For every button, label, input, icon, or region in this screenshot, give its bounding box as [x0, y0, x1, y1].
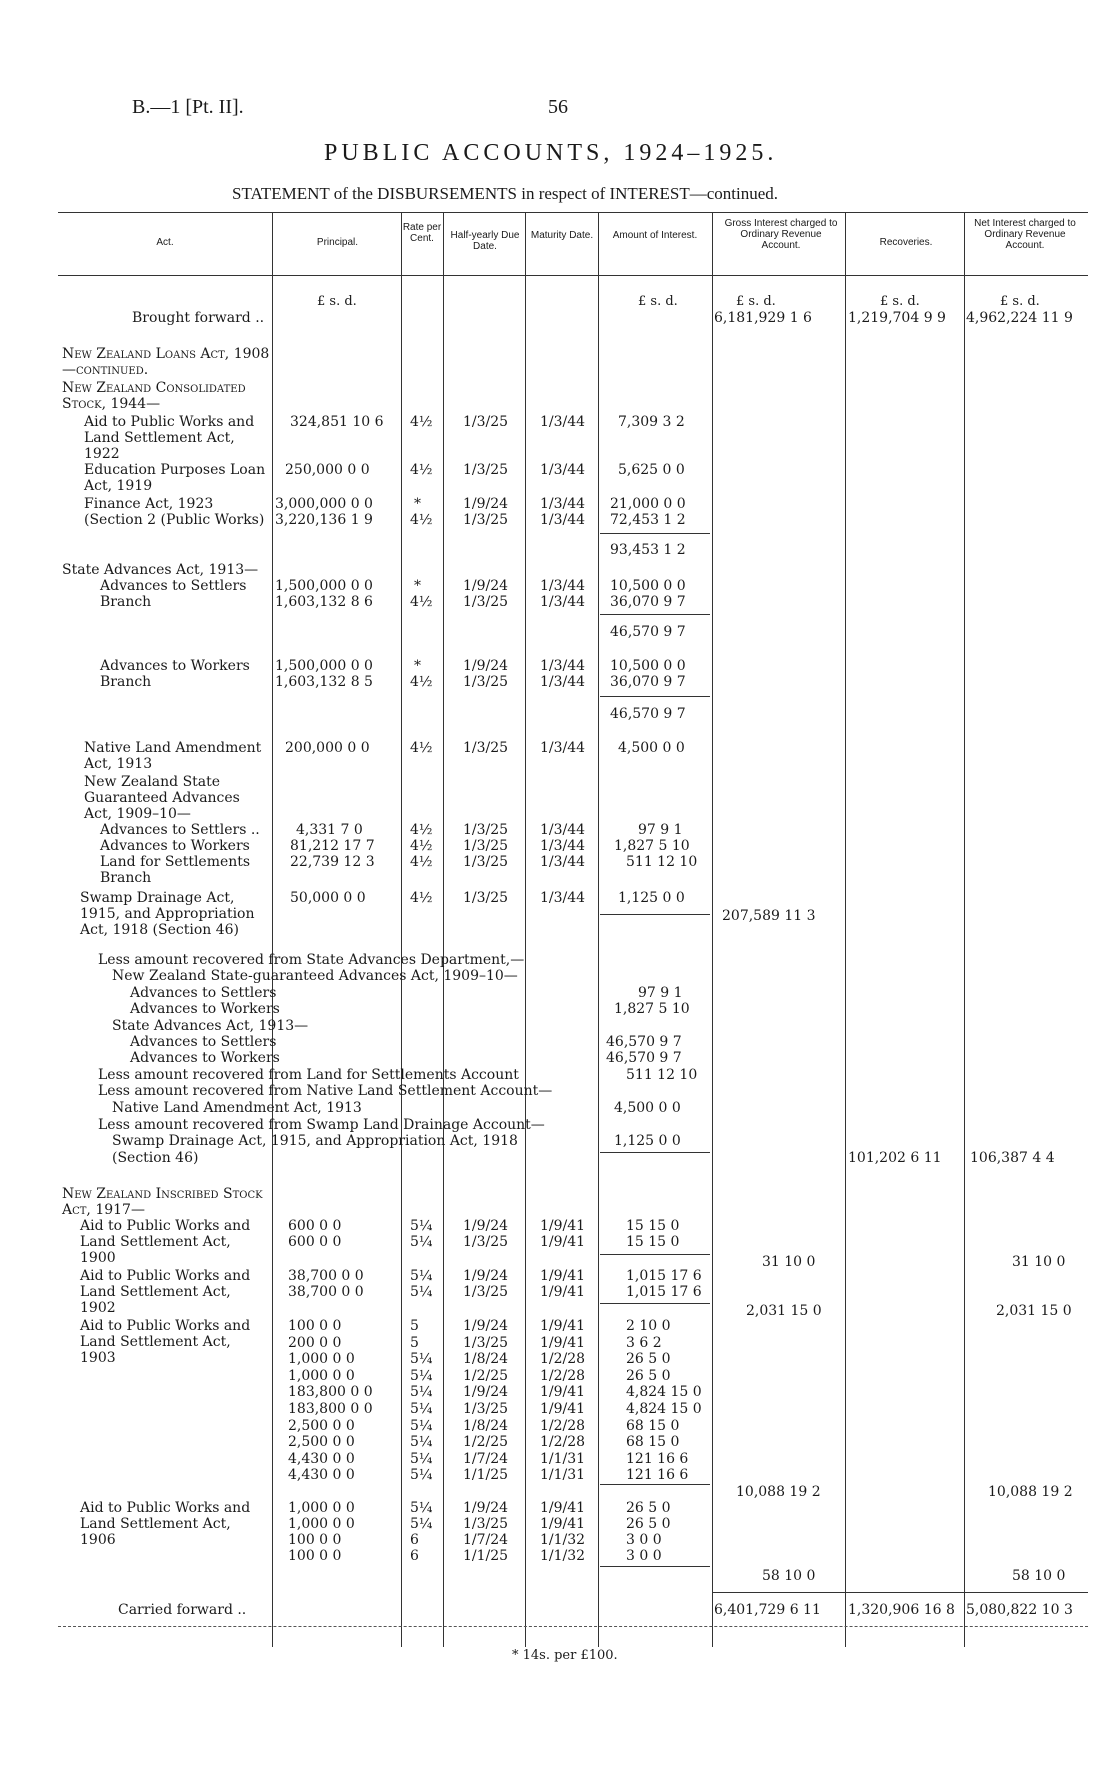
page-number: 56 [548, 96, 568, 118]
due-date-value: 1/3/25 [463, 1516, 509, 1532]
col-header-act: Act. [156, 237, 174, 248]
due-date-value: 1/9/24 [463, 658, 509, 674]
less-amount: 97 9 1 [638, 985, 683, 1001]
principal-value: 3,220,136 1 9 [275, 512, 373, 528]
rate-value: 5¼ [410, 1218, 433, 1234]
col-rule [845, 212, 846, 1647]
rate-value: 5¼ [410, 1417, 433, 1434]
rate-value: 5 [410, 1334, 419, 1351]
due-date-value: 1/9/24 [463, 1500, 509, 1516]
maturity-value: 1/1/32 [540, 1548, 586, 1564]
col-header-principal: Principal. [316, 237, 359, 248]
amount-value: 5,625 0 0 [618, 462, 685, 478]
rate-value: 5¼ [410, 1284, 433, 1300]
net-value: 58 10 0 [1012, 1568, 1066, 1584]
net-value: 2,031 15 0 [996, 1303, 1072, 1319]
amount-value: 1,015 17 6 [626, 1284, 702, 1300]
row-label: Advances to Settlers .. [100, 822, 260, 838]
principal-value: 1,000 0 0 [288, 1351, 355, 1368]
due-date-value: 1/1/25 [463, 1467, 509, 1484]
due-date-value: 1/9/24 [463, 1318, 509, 1334]
due-date-value: 1/3/25 [463, 594, 509, 610]
net-value: 10,088 19 2 [988, 1484, 1073, 1500]
row-label: Native Land Amendment Act, 1913 [84, 740, 262, 772]
row-label: Education Purposes Loan Act, 1919 [84, 462, 266, 494]
subtotal-rule [600, 1152, 710, 1153]
maturity-value: 1/1/32 [540, 1532, 586, 1548]
rate-value: 5¼ [410, 1467, 433, 1484]
maturity-value: 1/9/41 [540, 1218, 586, 1234]
report-reference: B.—1 [Pt. II]. [132, 96, 244, 118]
amount-value: 3 0 0 [626, 1532, 662, 1548]
amount-value: 1,827 5 10 [614, 838, 690, 854]
maturity-value: 1/3/44 [540, 658, 586, 674]
maturity-value: 1/3/44 [540, 740, 586, 756]
maturity-value: 1/9/41 [540, 1318, 586, 1334]
less-text: State Advances Act, 1913— [112, 1018, 309, 1034]
amount-value: 7,309 3 2 [618, 414, 685, 430]
amount-value: 15 15 0 [626, 1234, 680, 1250]
maturity-value: 1/9/41 [540, 1334, 586, 1351]
amount-value: 2 10 0 [626, 1318, 671, 1334]
gross-group-value: 207,589 11 3 [722, 908, 816, 924]
principal-value: 200,000 0 0 [285, 740, 370, 756]
due-date-value: 1/3/25 [463, 1284, 509, 1300]
less-amount: 4,500 0 0 [614, 1100, 681, 1116]
principal-value: 4,331 7 0 [296, 822, 363, 838]
row-label: Finance Act, 1923 (Section 2 (Public Works) [84, 496, 265, 528]
col-header-rate: Rate per Cent. [402, 222, 442, 244]
less-text: Swamp Drainage Act, 1915, and Appropriation Act, 1918 [112, 1133, 518, 1149]
maturity-value: 1/3/44 [540, 822, 586, 838]
due-date-value: 1/9/24 [463, 1384, 509, 1401]
rate-value: 4½ [410, 890, 433, 906]
principal-value: 1,500,000 0 0 [275, 578, 373, 594]
less-text: Native Land Amendment Act, 1913 [112, 1100, 362, 1116]
rate-value: 4½ [410, 512, 433, 528]
col-header-amount: Amount of Interest. [612, 230, 698, 241]
principal-value: 100 0 0 [288, 1532, 342, 1548]
rate-value: 5 [410, 1318, 419, 1334]
subtotal-value: 93,453 1 2 [610, 542, 686, 558]
principal-value: 183,800 0 0 [288, 1401, 373, 1417]
amount-value: 36,070 9 7 [610, 674, 686, 690]
maturity-value: 1/9/41 [540, 1284, 586, 1300]
amount-value: 26 5 0 [626, 1351, 671, 1368]
principal-value: 4,430 0 0 [288, 1467, 355, 1484]
principal-value: 250,000 0 0 [285, 462, 370, 478]
maturity-value: 1/3/44 [540, 578, 586, 594]
due-date-value: 1/9/24 [463, 1268, 509, 1284]
amount-value: 121 16 6 [626, 1450, 689, 1467]
subtotal-rule [600, 1303, 710, 1304]
due-date-value: 1/3/25 [463, 512, 509, 528]
units-net: £ s. d. [1000, 294, 1040, 309]
section-heading: State Advances Act, 1913— [62, 562, 259, 578]
carried-forward-label: Carried forward .. [118, 1602, 247, 1618]
header-top-rule [58, 212, 1088, 213]
amount-value: 15 15 0 [626, 1218, 680, 1234]
amount-value: 1,015 17 6 [626, 1268, 702, 1284]
maturity-value: 1/3/44 [540, 854, 586, 870]
principal-value: 1,603,132 8 5 [275, 674, 373, 690]
principal-value: 324,851 10 6 [290, 414, 384, 430]
amount-value: 10,500 0 0 [610, 578, 686, 594]
due-date-value: 1/3/25 [463, 822, 509, 838]
carried-forward-recoveries: 1,320,906 16 8 [848, 1602, 955, 1618]
amount-value: 121 16 6 [626, 1467, 689, 1484]
due-date-value: 1/3/25 [463, 674, 509, 690]
col-rule [964, 212, 965, 1647]
row-label: Swamp Drainage Act, 1915, and Appropriation Act, 1918 (Section 46) [80, 890, 255, 938]
gross-value: 2,031 15 0 [746, 1303, 822, 1319]
col-header-recoveries: Recoveries. [879, 237, 933, 248]
maturity-value: 1/9/41 [540, 1268, 586, 1284]
due-date-value: 1/7/24 [463, 1450, 509, 1467]
maturity-value: 1/3/44 [540, 674, 586, 690]
rate-value: 6 [410, 1548, 419, 1564]
total-rule [712, 1592, 1088, 1593]
subtotal-value: 46,570 9 7 [610, 706, 686, 722]
page-title: PUBLIC ACCOUNTS, 1924–1925. [324, 140, 778, 166]
maturity-value: 1/3/44 [540, 890, 586, 906]
subtotal-rule [600, 614, 710, 615]
maturity-value: 1/3/44 [540, 594, 586, 610]
amount-value: 68 15 0 [626, 1417, 680, 1434]
col-rule [525, 212, 526, 1647]
less-text: Advances to Settlers [130, 1034, 277, 1050]
due-date-value: 1/3/25 [463, 890, 509, 906]
rate-value: 5¼ [410, 1434, 433, 1451]
amount-value: 4,824 15 0 [626, 1384, 702, 1401]
brought-forward-label: Brought forward .. [132, 310, 265, 326]
col-rule [401, 212, 402, 1647]
rate-value: 5¼ [410, 1351, 433, 1368]
rate-value: 5¼ [410, 1268, 433, 1284]
principal-value: 4,430 0 0 [288, 1450, 355, 1467]
units-principal: £ s. d. [317, 294, 357, 309]
maturity-value: 1/9/41 [540, 1234, 586, 1250]
principal-value: 2,500 0 0 [288, 1417, 355, 1434]
section-heading: New Zealand Loans Act, 1908—continued. [62, 346, 270, 378]
col-header-net: Net Interest charged to Ordinary Revenue Account. [974, 218, 1076, 251]
due-date-value: 1/3/25 [463, 1334, 509, 1351]
rate-value: 5¼ [410, 1234, 433, 1250]
section-heading: New Zealand Consolidated Stock, 1944— [62, 380, 246, 412]
subtotal-rule [600, 1254, 710, 1255]
principal-value: 183,800 0 0 [288, 1384, 373, 1401]
less-amount: 1,827 5 10 [614, 1001, 690, 1017]
rate-value: 4½ [410, 854, 433, 870]
maturity-value: 1/1/31 [540, 1467, 586, 1484]
principal-value: 600 0 0 [288, 1218, 342, 1234]
statement-subtitle: STATEMENT of the DISBURSEMENTS in respect of INTEREST—continued. [232, 184, 779, 203]
maturity-value: 1/9/41 [540, 1401, 586, 1417]
due-date-value: 1/7/24 [463, 1532, 509, 1548]
principal-value: 22,739 12 3 [290, 854, 375, 870]
section-heading: New Zealand Inscribed Stock Act, 1917— [62, 1186, 263, 1218]
principal-value: 1,603,132 8 6 [275, 594, 373, 610]
brought-forward-gross: 6,181,929 1 6 [714, 310, 812, 326]
due-date-value: 1/3/25 [463, 462, 509, 478]
amount-value: 36,070 9 7 [610, 594, 686, 610]
col-rule [598, 212, 599, 1647]
amount-value: 21,000 0 0 [610, 496, 686, 512]
brought-forward-net: 4,962,224 11 9 [966, 310, 1073, 326]
rate-value: 5¼ [410, 1367, 433, 1384]
col-header-gross: Gross Interest charged to Ordinary Revenue Account. [724, 218, 838, 251]
row-label: Aid to Public Works and Land Settlement Act, 1906 [80, 1500, 251, 1548]
net-value: 31 10 0 [1012, 1254, 1066, 1270]
maturity-value: 1/2/28 [540, 1367, 586, 1384]
principal-value: 1,000 0 0 [288, 1367, 355, 1384]
subtotal-rule [600, 533, 710, 534]
row-label: Aid to Public Works and Land Settlement Act, 1922 [84, 414, 255, 462]
units-recoveries: £ s. d. [880, 294, 920, 309]
rate-value: * [414, 658, 421, 674]
principal-value: 100 0 0 [288, 1318, 342, 1334]
maturity-value: 1/1/31 [540, 1450, 586, 1467]
maturity-value: 1/3/44 [540, 512, 586, 528]
due-date-value: 1/3/25 [463, 1401, 509, 1417]
table-bottom-rule [58, 1626, 1088, 1627]
rate-value: 5¼ [410, 1500, 433, 1516]
principal-value: 38,700 0 0 [288, 1284, 364, 1300]
row-label: Advances to Settlers Branch [100, 578, 247, 610]
subtotal-rule [600, 1566, 710, 1567]
principal-value: 2,500 0 0 [288, 1434, 355, 1451]
less-text: Advances to Workers [130, 1001, 280, 1017]
row-label: Aid to Public Works and Land Settlement Act, 1903 [80, 1318, 251, 1366]
row-label: Aid to Public Works and Land Settlement Act, 1900 [80, 1218, 251, 1266]
rate-value: 5¼ [410, 1401, 433, 1417]
principal-value: 38,700 0 0 [288, 1268, 364, 1284]
due-date-value: 1/9/24 [463, 496, 509, 512]
subtotal-rule [600, 1484, 710, 1485]
principal-value: 81,212 17 7 [290, 838, 375, 854]
amount-value: 4,824 15 0 [626, 1401, 702, 1417]
carried-forward-net: 5,080,822 10 3 [966, 1602, 1073, 1618]
rate-value: * [414, 496, 421, 512]
less-text: Less amount recovered from State Advances Department,— [98, 952, 525, 968]
due-date-value: 1/3/25 [463, 414, 509, 430]
principal-value: 200 0 0 [288, 1334, 342, 1351]
recoveries-value: 101,202 6 11 [848, 1150, 942, 1166]
principal-value: 100 0 0 [288, 1548, 342, 1564]
rate-value: 5¼ [410, 1450, 433, 1467]
amount-value: 10,500 0 0 [610, 658, 686, 674]
subtotal-rule [600, 696, 710, 697]
amount-value: 26 5 0 [626, 1516, 671, 1532]
principal-value: 1,000 0 0 [288, 1500, 355, 1516]
less-amount: 1,125 0 0 [614, 1133, 681, 1149]
less-text: New Zealand State-guaranteed Advances Act, 1909–10— [112, 968, 518, 984]
row-label: Advances to Workers [100, 838, 250, 854]
due-date-value: 1/2/25 [463, 1367, 509, 1384]
maturity-value: 1/9/41 [540, 1384, 586, 1401]
due-date-value: 1/3/25 [463, 1234, 509, 1250]
row-label: Aid to Public Works and Land Settlement Act, 1902 [80, 1268, 251, 1316]
amount-value: 97 9 1 [638, 822, 683, 838]
row-label: Advances to Workers Branch [100, 658, 250, 690]
gross-value: 58 10 0 [762, 1568, 816, 1584]
rate-value: 4½ [410, 674, 433, 690]
due-date-value: 1/8/24 [463, 1417, 509, 1434]
principal-value: 3,000,000 0 0 [275, 496, 373, 512]
due-date-value: 1/3/25 [463, 854, 509, 870]
col-header-due-date: Half-yearly Due Date. [450, 230, 520, 252]
units-amount: £ s. d. [638, 294, 678, 309]
amount-value: 3 6 2 [626, 1334, 662, 1351]
rate-value: 5¼ [410, 1384, 433, 1401]
net-value: 106,387 4 4 [970, 1150, 1055, 1166]
footnote: * 14s. per £100. [512, 1648, 618, 1663]
principal-value: 50,000 0 0 [290, 890, 366, 906]
amount-value: 72,453 1 2 [610, 512, 686, 528]
less-amount: 46,570 9 7 [606, 1050, 682, 1066]
amount-value: 511 12 10 [626, 854, 698, 870]
subtotal-rule [600, 914, 710, 915]
brought-forward-recoveries: 1,219,704 9 9 [848, 310, 946, 326]
maturity-value: 1/9/41 [540, 1500, 586, 1516]
gross-value: 31 10 0 [762, 1254, 816, 1270]
due-date-value: 1/1/25 [463, 1548, 509, 1564]
less-text: Less amount recovered from Swamp Land Drainage Account— [98, 1117, 545, 1133]
less-text: Advances to Settlers [130, 985, 277, 1001]
row-label: Land for Settlements Branch [100, 854, 251, 886]
maturity-value: 1/3/44 [540, 838, 586, 854]
col-rule [712, 212, 713, 1647]
rate-value: * [414, 578, 421, 594]
rate-value: 5¼ [410, 1516, 433, 1532]
due-date-value: 1/9/24 [463, 1218, 509, 1234]
gross-value: 10,088 19 2 [736, 1484, 821, 1500]
due-date-value: 1/8/24 [463, 1351, 509, 1368]
due-date-value: 1/9/24 [463, 578, 509, 594]
rate-value: 4½ [410, 838, 433, 854]
less-text: Advances to Workers [130, 1050, 280, 1066]
subtotal-value: 46,570 9 7 [610, 624, 686, 640]
amount-value: 4,500 0 0 [618, 740, 685, 756]
amount-value: 3 0 0 [626, 1548, 662, 1564]
carried-forward-gross: 6,401,729 6 11 [714, 1602, 821, 1618]
rate-value: 4½ [410, 414, 433, 430]
principal-value: 1,500,000 0 0 [275, 658, 373, 674]
principal-value: 1,000 0 0 [288, 1516, 355, 1532]
amount-value: 26 5 0 [626, 1367, 671, 1384]
maturity-value: 1/2/28 [540, 1417, 586, 1434]
less-text: Less amount recovered from Land for Settlements Account [98, 1067, 519, 1083]
principal-value: 600 0 0 [288, 1234, 342, 1250]
less-amount: 46,570 9 7 [606, 1034, 682, 1050]
maturity-value: 1/9/41 [540, 1516, 586, 1532]
amount-value: 26 5 0 [626, 1500, 671, 1516]
amount-value: 1,125 0 0 [618, 890, 685, 906]
units-gross: £ s. d. [736, 294, 776, 309]
less-amount: 511 12 10 [626, 1067, 698, 1083]
less-text: Less amount recovered from Native Land Settlement Account— [98, 1083, 553, 1099]
maturity-value: 1/3/44 [540, 462, 586, 478]
due-date-value: 1/2/25 [463, 1434, 509, 1451]
rate-value: 4½ [410, 740, 433, 756]
due-date-value: 1/3/25 [463, 838, 509, 854]
maturity-value: 1/3/44 [540, 414, 586, 430]
less-text: (Section 46) [112, 1150, 199, 1166]
rate-value: 4½ [410, 822, 433, 838]
amount-value: 68 15 0 [626, 1434, 680, 1451]
maturity-value: 1/3/44 [540, 496, 586, 512]
rate-value: 4½ [410, 594, 433, 610]
col-rule [443, 212, 444, 1647]
col-header-maturity: Maturity Date. [530, 230, 594, 241]
due-date-value: 1/3/25 [463, 740, 509, 756]
header-bottom-rule [58, 275, 1088, 276]
section-heading: New Zealand State Guaranteed Advances Act, 1909–10— [84, 774, 240, 822]
rate-value: 4½ [410, 462, 433, 478]
rate-value: 6 [410, 1532, 419, 1548]
col-rule [272, 212, 273, 1647]
maturity-value: 1/2/28 [540, 1434, 586, 1451]
maturity-value: 1/2/28 [540, 1351, 586, 1368]
